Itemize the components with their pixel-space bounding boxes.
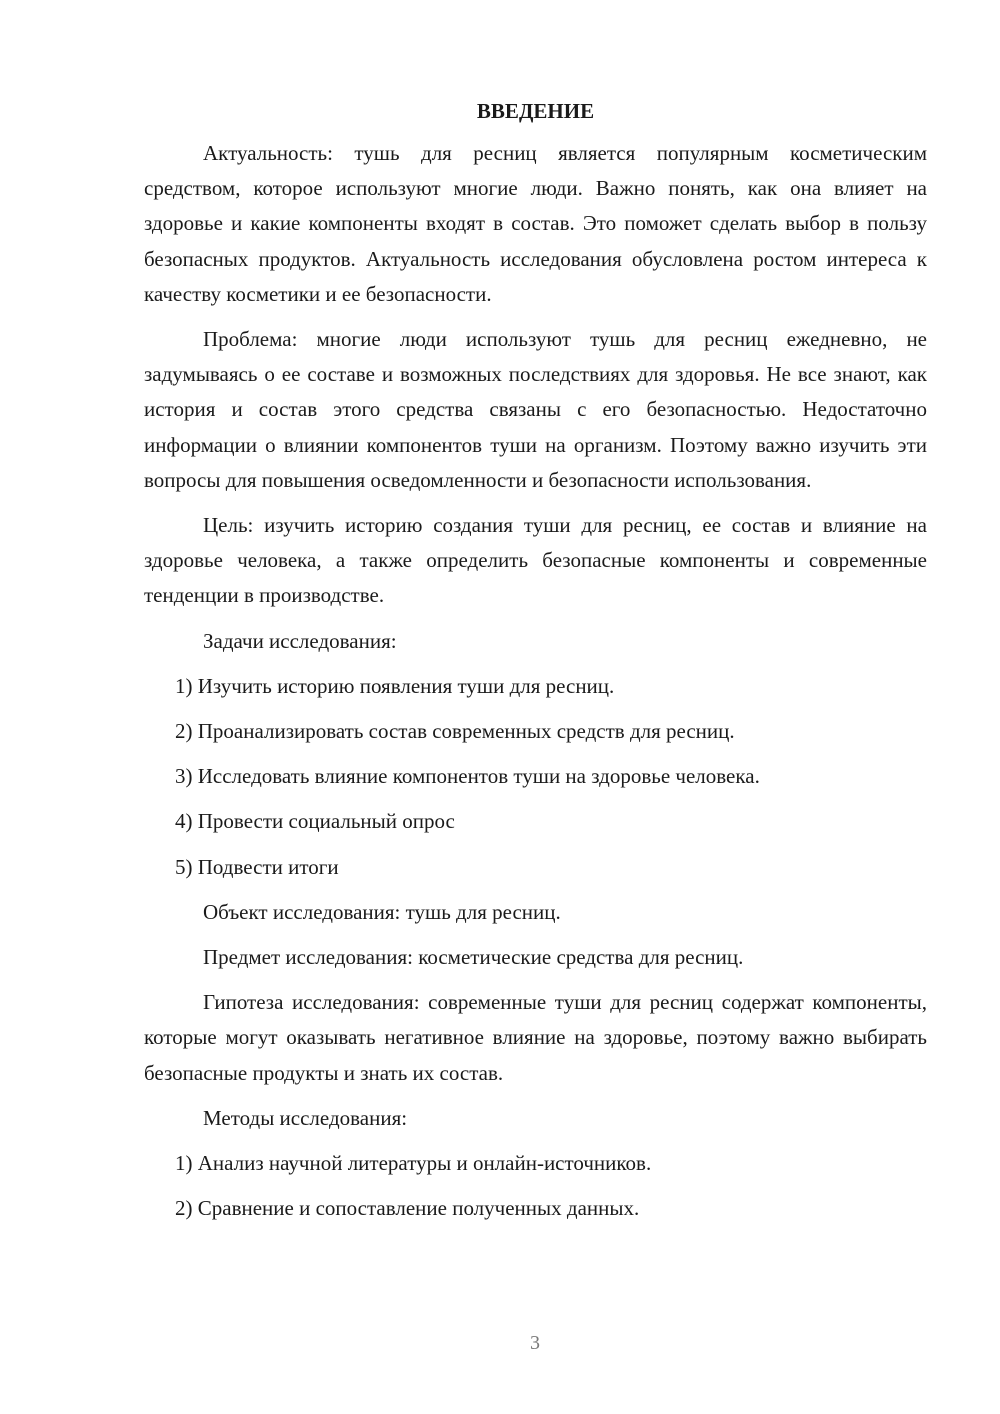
task-item: 4) Провести социальный опрос	[175, 809, 455, 834]
hypothesis-paragraph: Гипотеза исследования: современные туши для ресниц содержат компоненты, которые могут оказывать негативное влияние на здоровье, поэтому важно выбирать безопасные продукты и знать их состав.	[144, 990, 927, 1085]
methods-heading: Методы исследования:	[203, 1105, 408, 1130]
object-paragraph: Объект исследования: тушь для ресниц.	[203, 899, 561, 924]
method-item: 1) Анализ научной литературы и онлайн-источников.	[175, 1151, 652, 1176]
page-content	[144, 96, 927, 1236]
problem-paragraph: Проблема: многие люди используют тушь для ресниц ежедневно, не задумываясь о ее составе и возможных последствиях для здоровья. Не все знают, как история и состав этого средства связаны с его безопасностью. Недостаточно информации о влиянии компонентов туши на организм. Поэтому важно изучить эти вопросы для повышения осведомленности и безопасности использования.	[144, 327, 927, 492]
relevance-paragraph: Актуальность: тушь для ресниц является популярным косметическим средством, которое используют многие люди. Важно понять, как она влияет на здоровье и какие компоненты входят в состав. Это поможет сделать выбор в пользу безопасных продуктов. Актуальность исследования обусловлена ростом интереса к качеству косметики и ее безопасности.	[144, 141, 927, 306]
tasks-list	[144, 669, 927, 885]
subject-paragraph: Предмет исследования: косметические средства для ресниц.	[203, 945, 744, 970]
method-item: 2) Сравнение и сопоставление полученных данных.	[175, 1196, 640, 1221]
methods-list	[144, 1146, 927, 1226]
section-title: ВВЕДЕНИЕ	[476, 99, 595, 123]
task-item: 2) Проанализировать состав современных средств для ресниц.	[175, 719, 735, 744]
goal-paragraph: Цель: изучить историю создания туши для ресниц, ее состав и влияние на здоровье человека, а также определить безопасные компоненты и современные тенденции в производстве.	[144, 513, 927, 608]
task-item: 3) Исследовать влияние компонентов туши на здоровье человека.	[175, 764, 760, 789]
tasks-heading: Задачи исследования:	[203, 628, 397, 653]
task-item: 5) Подвести итоги	[175, 854, 339, 879]
task-item: 1) Изучить историю появления туши для ресниц.	[175, 673, 615, 698]
page-number: 3	[530, 1332, 540, 1354]
